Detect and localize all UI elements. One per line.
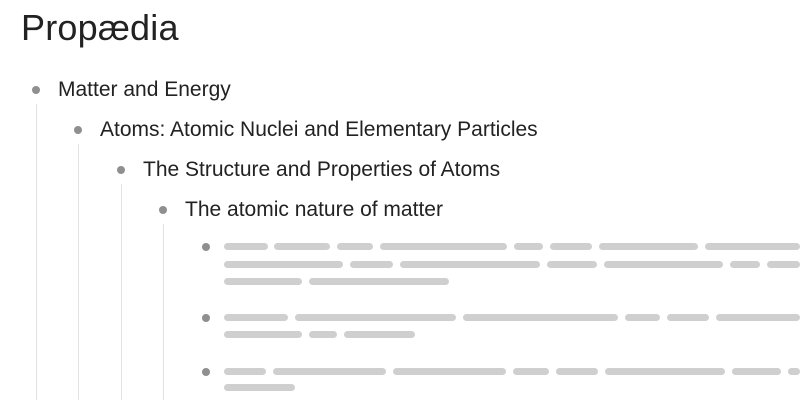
skeleton-bar — [705, 243, 800, 250]
page-title: Propædia — [21, 7, 179, 48]
skeleton-bar — [224, 384, 295, 391]
skeleton-bar — [344, 331, 415, 338]
skeleton-bar — [309, 331, 337, 338]
skeleton-bar — [767, 261, 800, 268]
skeleton-bar — [295, 314, 456, 321]
bullet-icon — [159, 206, 167, 214]
outline-guide-line-3 — [121, 184, 122, 400]
skeleton-bar — [337, 243, 373, 250]
skeleton-bar — [273, 368, 386, 375]
skeleton-bar — [605, 368, 725, 375]
skeleton-bar — [380, 243, 507, 250]
skeleton-bar — [224, 368, 266, 375]
outline-guide-line-1 — [36, 104, 37, 400]
bullet-icon — [32, 86, 40, 94]
bullet-icon — [202, 368, 210, 376]
skeleton-bar — [224, 314, 288, 321]
bullet-icon — [202, 243, 210, 251]
skeleton-bar — [550, 243, 592, 250]
outline-link-atomic-nature-of-matter[interactable]: The atomic nature of matter — [185, 198, 443, 221]
skeleton-bar — [350, 261, 393, 268]
skeleton-bar — [625, 314, 660, 321]
skeleton-bar — [224, 261, 343, 268]
skeleton-bar — [224, 243, 268, 250]
skeleton-bar — [274, 243, 330, 250]
outline-link-atoms[interactable]: Atoms: Atomic Nuclei and Elementary Particles — [100, 118, 538, 141]
skeleton-bar — [224, 331, 302, 338]
skeleton-bar — [556, 368, 598, 375]
skeleton-bar — [730, 261, 760, 268]
outline-link-matter-and-energy[interactable]: Matter and Energy — [58, 78, 231, 101]
skeleton-bar — [547, 261, 597, 268]
skeleton-bar — [514, 243, 543, 250]
outline-link-structure-of-atoms[interactable]: The Structure and Properties of Atoms — [143, 158, 501, 181]
skeleton-bar — [788, 368, 800, 375]
skeleton-bar — [513, 368, 549, 375]
skeleton-bar — [604, 261, 723, 268]
skeleton-bar — [599, 243, 698, 250]
skeleton-bar — [732, 368, 781, 375]
bullet-icon — [117, 166, 125, 174]
skeleton-bar — [716, 314, 800, 321]
skeleton-bar — [309, 278, 449, 285]
bullet-icon — [202, 314, 210, 322]
skeleton-bar — [224, 278, 302, 285]
outline-guide-line-4 — [163, 224, 164, 400]
outline-guide-line-2 — [78, 144, 79, 400]
bullet-icon — [74, 126, 82, 134]
skeleton-bar — [667, 314, 709, 321]
skeleton-bar — [463, 314, 618, 321]
skeleton-bar — [393, 368, 506, 375]
skeleton-bar — [400, 261, 540, 268]
